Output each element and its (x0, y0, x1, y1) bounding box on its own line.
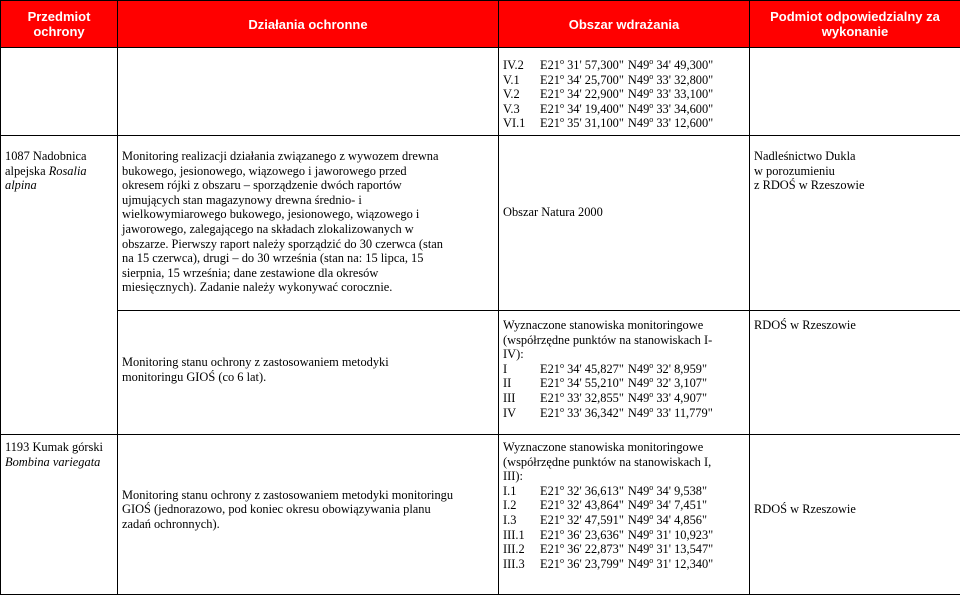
area-1087b-title-line: Wyznaczone stanowiska monitoringowe (503, 318, 745, 333)
row-1087-monitoring (1, 311, 960, 435)
coordinate-north: N49$^o$ 31' 12,340" (628, 557, 713, 572)
action-1087-line: na 15 czerwca), drugi – do 30 września (stan na: 15 lipca, 15 (122, 251, 494, 266)
action-1087-line: okresem rójki z obszaru – sporządzenie dwóch raportów (122, 178, 494, 193)
subject-1193-code: 1193 (5, 440, 29, 454)
coordinate-north: N49$^o$ 33' 32,800" (628, 73, 713, 88)
action-1193-line: Monitoring stanu ochrony z zastosowaniem metodyki monitoringu (122, 488, 494, 503)
area-1087b-title-line: IV): (503, 347, 745, 362)
coordinate-north: N49$^o$ 34' 4,856" (628, 513, 707, 528)
coordinate-east: E21$^o$ 36' 22,873" (540, 542, 624, 557)
header-row (1, 1, 960, 48)
coordinate-id: V.3 (503, 102, 540, 117)
coordinate-north: N49$^o$ 31' 10,923" (628, 528, 713, 543)
coordinate-id: IV.2 (503, 58, 540, 73)
area-1087b-title (503, 318, 745, 362)
coordinate-east: E21$^o$ 32' 36,613" (540, 484, 624, 499)
area-1193-coords (503, 484, 745, 572)
coordinate-id: I.1 (503, 484, 540, 499)
coordinate-id: IV (503, 406, 540, 421)
action-1193-text (122, 488, 494, 532)
subject-1087-cell (1, 136, 118, 435)
coordinate-row (503, 116, 745, 131)
coordinate-id: I.3 (503, 513, 540, 528)
coordinate-row (503, 498, 745, 513)
coordinate-east: E21$^o$ 33' 36,342" (540, 406, 624, 421)
header-responsible: Podmiot odpowiedzialny za wykonanie (750, 1, 960, 48)
coordinate-east: E21$^o$ 34' 25,700" (540, 73, 624, 88)
coordinate-id: V.2 (503, 87, 540, 102)
action-1087-line: Monitoring realizacji działania związanego z wywozem drewna (122, 149, 494, 164)
action-1087-line: obszarze. Pierwszy raport należy sporządzić do 30 czerwca (stan (122, 237, 494, 252)
area-1087b-cell (499, 311, 750, 435)
subject-1087-name: Nadobnica alpejska (5, 149, 87, 178)
coordinate-id: III (503, 391, 540, 406)
coordinate-north: N49$^o$ 34' 7,451" (628, 498, 707, 513)
subject-1193-cell (1, 435, 118, 595)
action-1087b-line: Monitoring stanu ochrony z zastosowaniem metodyki (122, 355, 494, 370)
continuation-row (1, 48, 960, 136)
continuation-responsible-cell (750, 48, 960, 136)
action-1193-line: zadań ochronnych). (122, 517, 494, 532)
responsible-1087-line: z RDOŚ w Rzeszowie (754, 178, 956, 193)
responsible-1087-line: w porozumieniu (754, 164, 956, 179)
coordinate-east: E21$^o$ 36' 23,799" (540, 557, 624, 572)
area-1087b-title-line: (współrzędne punktów na stanowiskach I- (503, 333, 745, 348)
action-1087-line: miesięcznych). Zadanie należy wykonywać corocznie. (122, 280, 494, 295)
action-1087-line: sierpnia, 15 września; dane zestawione dla okresów (122, 266, 494, 281)
coordinate-row (503, 73, 745, 88)
coordinate-north: N49$^o$ 33' 34,600" (628, 102, 713, 117)
header-subject: Przedmiot ochrony (1, 1, 118, 48)
continuation-action-cell (118, 48, 499, 136)
area-1193-title-line: Wyznaczone stanowiska monitoringowe (503, 440, 745, 455)
coordinate-id: III.1 (503, 528, 540, 543)
coordinate-east: E21$^o$ 32' 47,591" (540, 513, 624, 528)
coordinate-north: N49$^o$ 34' 9,538" (628, 484, 707, 499)
subject-1193-name: Kumak górski (32, 440, 103, 454)
action-1087-text (122, 149, 494, 295)
coordinate-east: E21$^o$ 34' 55,210" (540, 376, 624, 391)
coordinate-id: I.2 (503, 498, 540, 513)
coordinate-id: VI.1 (503, 116, 540, 131)
area-1087-text: Obszar Natura 2000 (503, 205, 603, 219)
area-1193-title-line: III): (503, 469, 745, 484)
action-1087-line: wielkowymiarowego bukowego, jesionowego, wiązowego i (122, 207, 494, 222)
area-1193-cell (499, 435, 750, 595)
row-1087 (1, 136, 960, 311)
coordinate-row (503, 376, 745, 391)
coordinate-east: E21$^o$ 32' 43,864" (540, 498, 624, 513)
coordinate-north: N49$^o$ 32' 8,959" (628, 362, 707, 377)
coordinate-row (503, 484, 745, 499)
coordinate-east: E21$^o$ 36' 23,636" (540, 528, 624, 543)
subject-1087-code: 1087 (5, 149, 30, 163)
responsible-1087-line: Nadleśnictwo Dukla (754, 149, 956, 164)
coordinate-east: E21$^o$ 34' 22,900" (540, 87, 624, 102)
coordinate-id: II (503, 376, 540, 391)
responsible-1087b-cell (750, 311, 960, 435)
responsible-1193-cell (750, 435, 960, 595)
coordinate-id: I (503, 362, 540, 377)
action-1193-line: GIOŚ (jednorazowo, pod koniec okresu obowiązywania planu (122, 502, 494, 517)
responsible-1193-text: RDOŚ w Rzeszowie (754, 502, 856, 516)
action-1087-line: ujmujących stan magazynowy drewna średnio- i (122, 193, 494, 208)
continuation-subject-cell (1, 48, 118, 136)
responsible-1087-text (754, 149, 956, 193)
coordinate-row (503, 513, 745, 528)
coordinate-row (503, 391, 745, 406)
coordinate-id: III.2 (503, 542, 540, 557)
header-actions: Działania ochronne (118, 1, 499, 48)
coordinate-north: N49$^o$ 33' 11,779" (628, 406, 713, 421)
action-1087b-text (122, 355, 494, 384)
action-1087-line: jaworowego, zalegającego na składach zlokalizowanych w (122, 222, 494, 237)
action-1087b-cell (118, 311, 499, 435)
action-1087-cell (118, 136, 499, 311)
coordinate-north: N49$^o$ 33' 33,100" (628, 87, 713, 102)
coordinate-row (503, 87, 745, 102)
responsible-1087b-text: RDOŚ w Rzeszowie (754, 318, 856, 332)
coordinate-row (503, 406, 745, 421)
coordinate-row (503, 58, 745, 73)
coordinate-east: E21$^o$ 34' 19,400" (540, 102, 624, 117)
action-1087-line: bukowego, jesionowego, wiązowego i jaworowego przed (122, 164, 494, 179)
coordinate-north: N49$^o$ 33' 12,600" (628, 116, 713, 131)
coordinate-east: E21$^o$ 35' 31,100" (540, 116, 624, 131)
subject-1087-latin: Rosalia alpina (5, 164, 87, 193)
subject-1193-latin: Bombina variegata (5, 455, 100, 469)
coordinate-north: N49$^o$ 34' 49,300" (628, 58, 713, 73)
continuation-area-cell (499, 48, 750, 136)
area-1087b-coords (503, 362, 745, 420)
area-1087-cell (499, 136, 750, 311)
coordinate-id: V.1 (503, 73, 540, 88)
header-area: Obszar wdrażania (499, 1, 750, 48)
action-1193-cell (118, 435, 499, 595)
coordinate-id: III.3 (503, 557, 540, 572)
area-1193-title (503, 440, 745, 484)
coordinate-east: E21$^o$ 34' 45,827" (540, 362, 624, 377)
coordinate-east: E21$^o$ 31' 57,300" (540, 58, 624, 73)
coordinate-north: N49$^o$ 31' 13,547" (628, 542, 713, 557)
coordinate-row (503, 557, 745, 572)
area-1193-title-line: (współrzędne punktów na stanowiskach I, (503, 455, 745, 470)
top-coords-list (503, 58, 745, 131)
action-1087b-line: monitoringu GIOŚ (co 6 lat). (122, 370, 494, 385)
coordinate-east: E21$^o$ 33' 32,855" (540, 391, 624, 406)
coordinate-north: N49$^o$ 33' 4,907" (628, 391, 707, 406)
responsible-1087-cell (750, 136, 960, 311)
coordinate-row (503, 542, 745, 557)
coordinate-row (503, 102, 745, 117)
coordinate-row (503, 528, 745, 543)
row-1193 (1, 435, 960, 595)
coordinate-row (503, 362, 745, 377)
coordinate-north: N49$^o$ 32' 3,107" (628, 376, 707, 391)
